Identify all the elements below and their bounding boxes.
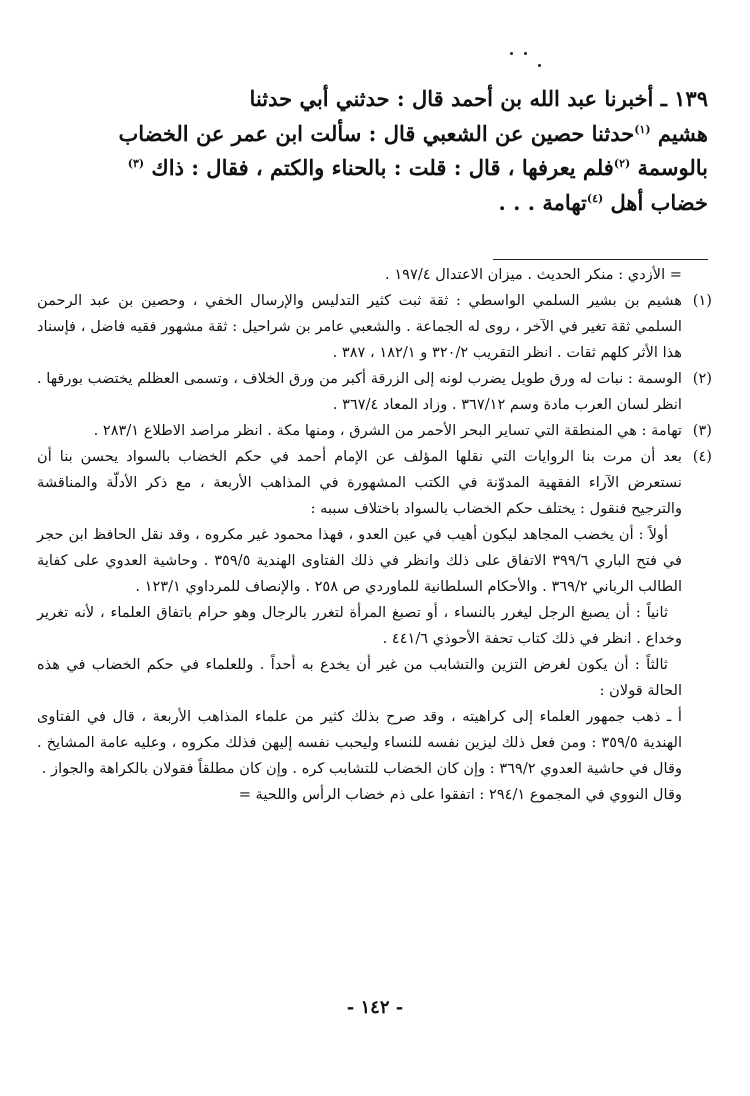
footnote-paragraph: أ ـ ذهب جمهور العلماء إلى كراهيته ، وقد صرح بذلك كثير من علماء المذاهب الأربعة ، قال في الفتاوى الهندية ٣٥٩/٥ : ومن فعل ذلك ليزين نفسه للنساء وليحبب نفسه إليهن فذلك مكروه ، وعليه عامة المشايخ . وقال في حاشية العدوي ٣٦٩/٢ : وإن كان الخضاب للتشابب كره . وإن كان مطلقاً فقولان بالكراهة والجواز . bbox=[37, 708, 682, 777]
footnote-number: (٣) bbox=[692, 422, 712, 439]
footnotes bbox=[37, 262, 712, 808]
footnote-4 bbox=[37, 444, 712, 808]
footnote-2 bbox=[37, 366, 712, 418]
footnote-paragraph: ثالثاً : أن يكون لغرض التزين والتشابب من غير أن يخدع به أحداً . وللعلماء في حكم الخضاب في هذه الحالة قولان : bbox=[37, 656, 682, 699]
footnote-text: الوسمة : نبات له ورق طويل يضرب لونه إلى الزرقة أكبر من ورق الخلاف ، وتسمى العظلم يختضب بورقها . انظر لسان العرب مادة وسم ٣٦٧/١٢ . وزاد المعاد ٣٦٧/٤ . bbox=[36, 370, 682, 413]
footnote-1 bbox=[37, 288, 712, 366]
page-number: - ١٤٢ - bbox=[346, 997, 404, 1018]
footnote-3 bbox=[37, 418, 712, 444]
footnote-paragraph: ثانياً : أن يصبغ الرجل ليغرر بالنساء ، أو تصبغ المرأة لتغرر بالرجال وهو حرام باتفاق العلماء ، لأنه تغرير وخداع . انظر في ذلك كتاب تحفة الأحوذي ٤٤١/٦ . bbox=[37, 604, 682, 647]
footnote-text: هشيم بن بشير السلمي الواسطي : ثقة ثبت كثير التدليس والإرسال الخفي ، وحصين بن عبد الرحمن السلمي ثقة تغير في الآخر ، روى له الجماعة . والشعبي عامر بن شراحيل : ثقة مشهور فقيه فاضل ، فإسناد هذا الأثر كلهم ثقات . انظر التقريب ٣٢٠/٢ و ١٨٢/١ ، ٣٨٧ . bbox=[37, 292, 682, 361]
footnote-paragraph: بعد أن مرت بنا الروايات التي نقلها المؤلف عن الإمام أحمد في حكم الخضاب بالسواد يحسن بنا أن نستعرض الآراء الفقهية المدوّنة في الكتب المشهورة في المذاهب الأربعة ، مع ذكر الأدلّة والمناقشة والترجيح فنقول : يختلف حكم الخضاب بالسواد باختلاف سببه : bbox=[37, 448, 682, 517]
footnote-paragraph: أولاً : أن يخضب المجاهد ليكون أهيب في عين العدو ، فهذا محمود غير مكروه ، وقد نقل الحافظ ابن حجر في فتح الباري ٣٩٩/٦ الاتفاق على ذلك وانظر في ذلك الفتاوى الهندية ٣٥٩/٥ . وحاشية العدوي على كفاية الطالب الرباني ٣٦٩/٢ . والأحكام السلطانية للماوردي ص ٢٥٨ . والإنصاف للمرداوي ١٢٣/١ . bbox=[37, 526, 683, 595]
footnote-ref-2: (٢) bbox=[613, 157, 631, 170]
main-line-2: هشيم $^{(١)}$حدثنا حصين عن الشعبي قال : سألت ابن عمر عن الخضاب bbox=[118, 120, 708, 146]
footnote-separator bbox=[493, 259, 708, 260]
main-line-4: خضاب أهل $^{(٤)}$تهامة . . . bbox=[498, 189, 708, 215]
footnote-ref-3: (٣) bbox=[127, 157, 145, 170]
decorative-dots bbox=[500, 40, 540, 70]
footnote-number: (٤) bbox=[692, 448, 712, 465]
footnote-ref-1: (١) bbox=[634, 122, 651, 136]
footnote-ref-4: (٤) bbox=[586, 191, 604, 205]
footnote-text bbox=[37, 444, 682, 808]
hadith-text bbox=[43, 82, 708, 220]
footnote-continuation: = الأزدي : منكر الحديث . ميزان الاعتدال ١٩٧/٤ . bbox=[385, 266, 682, 283]
main-line-1: ١٣٩ ـ أخبرنا عبد الله بن أحمد قال : حدثني أبي حدثنا bbox=[249, 86, 708, 111]
main-line-3: بالوسمة $^{(٢)}$فلم يعرفها ، قال : قلت : بالحناء والكتم ، فقال : ذاك $^{(٣)}$ bbox=[127, 155, 708, 180]
footnote-paragraph: وقال النووي في المجموع ٢٩٤/١ : اتفقوا على ذم خضاب الرأس واللحية = bbox=[238, 786, 682, 803]
footnote-number: (١) bbox=[692, 292, 712, 309]
footnote-text: تهامة : هي المنطقة التي تساير البحر الأحمر من الشرق ، ومنها مكة . انظر مراصد الاطلاع ٢٨٣/١ . bbox=[93, 422, 682, 439]
footnote-number: (٢) bbox=[692, 370, 712, 387]
